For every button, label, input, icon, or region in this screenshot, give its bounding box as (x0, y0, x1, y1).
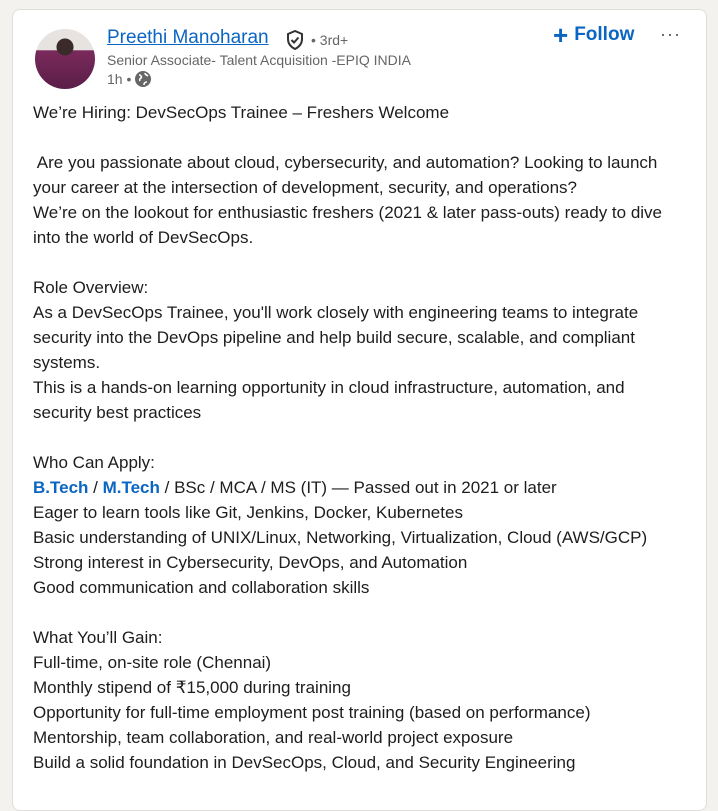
post-line: Opportunity for full-time employment post training (based on performance) (33, 703, 591, 722)
post-line: Eager to learn tools like Git, Jenkins, Docker, Kubernetes (33, 503, 463, 522)
post-line: security into the DevOps pipeline and help build secure, scalable, and compliant (33, 328, 635, 347)
post-line: into the world of DevSecOps. (33, 228, 254, 247)
author-name-link[interactable]: Preethi Manoharan (107, 27, 269, 48)
follow-button[interactable] (553, 20, 635, 50)
hashtag-btech[interactable]: B.Tech (33, 478, 89, 497)
post-line: Monthly stipend of ₹15,000 during training (33, 678, 351, 697)
post-line: security best practices (33, 403, 202, 422)
post-line: your career at the intersection of development, security, and operations? (33, 178, 577, 197)
post-line: As a DevSecOps Trainee, you'll work closely with engineering teams to integrate (33, 303, 639, 322)
post-line: Build a solid foundation in DevSecOps, Cloud, and Security Engineering (33, 753, 576, 772)
qualification-line (33, 475, 693, 500)
post-card (12, 9, 707, 811)
more-options-button[interactable]: ··· (660, 24, 681, 44)
post-line: Strong interest in Cybersecurity, DevOps, and Automation (33, 553, 468, 572)
follow-label: Follow (574, 24, 635, 45)
post-line (33, 125, 693, 150)
post-line: Full-time, on-site role (Chennai) (33, 653, 272, 672)
post-line: Role Overview: (33, 278, 149, 297)
post-line: Basic understanding of UNIX/Linux, Networking, Virtualization, Cloud (AWS/GCP) (33, 528, 648, 547)
post-line: This is a hands-on learning opportunity in cloud infrastructure, automation, and (33, 378, 625, 397)
post-line: Mentorship, team collaboration, and real-world project exposure (33, 728, 514, 747)
author-headline: Senior Associate- Talent Acquisition -EPIQ INDIA (107, 52, 411, 68)
post-body (33, 100, 693, 775)
post-line: What You’ll Gain: (33, 628, 163, 647)
post-line (33, 250, 693, 275)
post-line: Good communication and collaboration skills (33, 578, 370, 597)
hashtag-mtech[interactable]: M.Tech (102, 478, 160, 497)
post-time-text: 1h • (107, 71, 132, 87)
verified-shield-icon (286, 30, 304, 50)
post-line (33, 600, 693, 625)
separator: / (88, 478, 103, 497)
post-time (107, 71, 151, 87)
post-line: Are you passionate about cloud, cybersecurity, and automation? Looking to launch (33, 153, 658, 172)
author-avatar[interactable] (35, 29, 95, 89)
post-line: We’re Hiring: DevSecOps Trainee – Freshers Welcome (33, 103, 450, 122)
post-line (33, 425, 693, 450)
post-line: We’re on the lookout for enthusiastic freshers (2021 & later pass-outs) ready to dive (33, 203, 663, 222)
plus-icon: + (553, 20, 569, 50)
connection-degree: • 3rd+ (311, 32, 349, 48)
post-line: systems. (33, 353, 101, 372)
globe-icon (135, 71, 151, 87)
qualification-rest: / BSc / MCA / MS (IT) — Passed out in 2021 or later (159, 478, 557, 497)
post-line: Who Can Apply: (33, 453, 155, 472)
